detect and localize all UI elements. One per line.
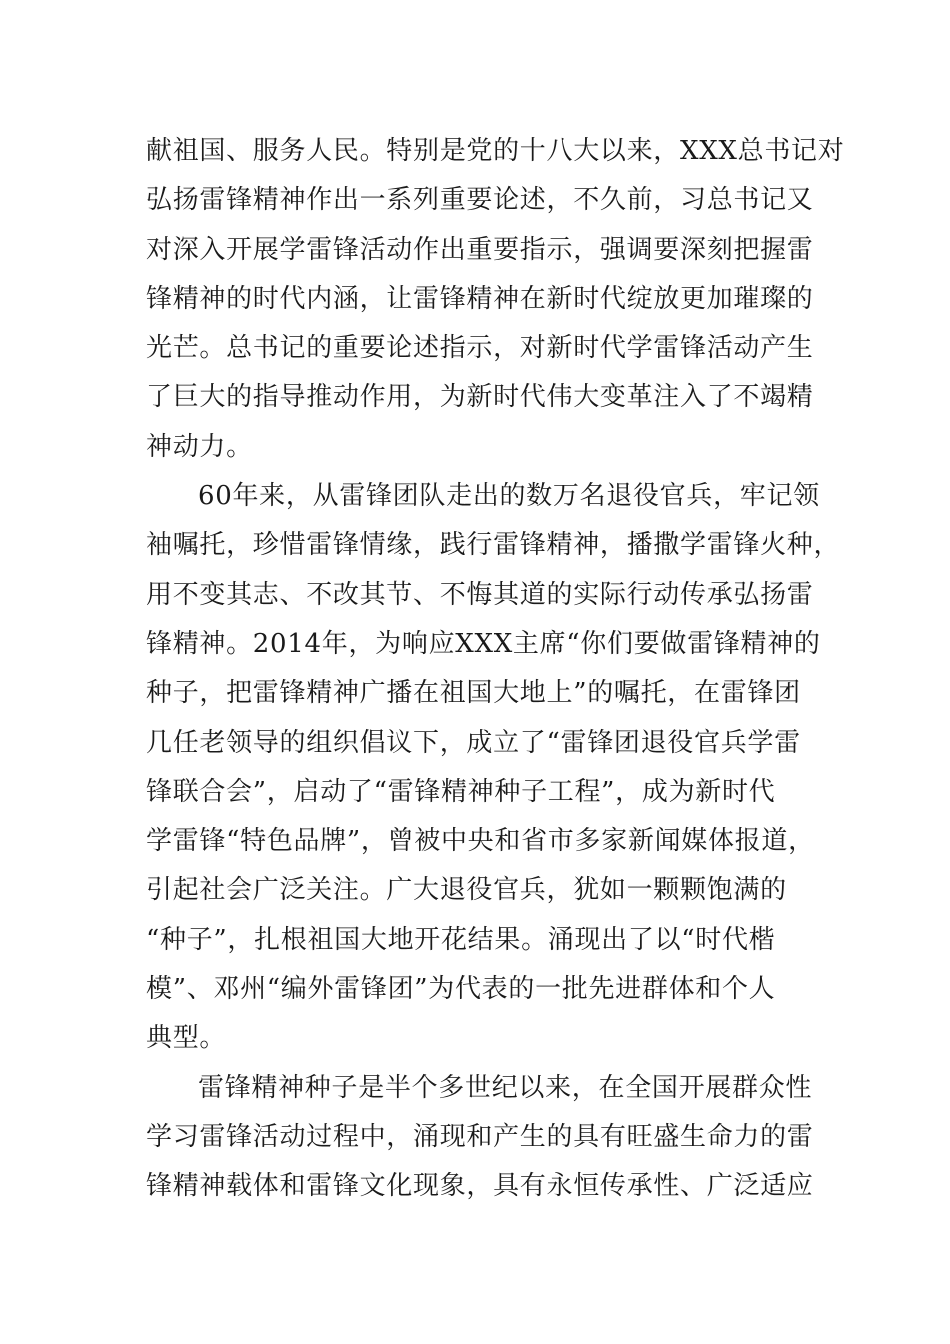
text-line: “种子”，扎根祖国大地开花结果。涌现出了以“时代楷 [146,924,776,955]
text-line: 种子，把雷锋精神广播在祖国大地上”的嘱托，在雷锋团 [146,678,801,709]
document-body [146,127,845,1212]
text-line: 学雷锋“特色品牌”，曾被中央和省市多家新闻媒体报道， [146,826,815,857]
text-line: 模”、邓州“编外雷锋团”为代表的一批先进群体和个人 [146,974,776,1005]
text-line: 献祖国、服务人民。特别是党的十八大以来，XXX总书记对 [146,136,845,166]
text-line: 引起社会广泛关注。广大退役官兵，犹如一颗颗饱满的 [146,875,787,906]
paragraph-start-line: 雷锋精神种子是半个多世纪以来，在全国开展群众性 [198,1072,813,1103]
text-line: 锋精神的时代内涵，让雷锋精神在新时代绽放更加璀璨的 [146,283,814,314]
text-line: 弘扬雷锋精神作出一系列重要论述，不久前，习总书记又 [146,185,814,216]
text-line: 锋联合会”，启动了“雷锋精神种子工程”，成为新时代 [146,776,776,807]
text-line: 用不变其志、不改其节、不悔其道的实际行动传承弘扬雷 [146,579,814,610]
text-line: 锋精神载体和雷锋文化现象，具有永恒传承性、广泛适应 [146,1171,814,1202]
paragraph-start-line: 60年来，从雷锋团队走出的数万名退役官兵，牢记领 [198,481,820,512]
text-line: 了巨大的指导推动作用，为新时代伟大变革注入了不竭精 [146,382,814,413]
text-line: 神动力。 [146,431,253,462]
text-line: 典型。 [146,1023,227,1054]
text-line: 几任老领导的组织倡议下，成立了“雷锋团退役官兵学雷 [146,727,801,758]
text-line: 对深入开展学雷锋活动作出重要指示，强调要深刻把握雷 [146,234,814,265]
text-line: 学习雷锋活动过程中，涌现和产生的具有旺盛生命力的雷 [146,1121,814,1152]
text-line: 锋精神。2014年，为响应XXX主席“你们要做雷锋精神的 [146,628,821,659]
text-line: 光芒。总书记的重要论述指示，对新时代学雷锋活动产生 [146,333,814,364]
text-line: 袖嘱托，珍惜雷锋情缘，践行雷锋精神，播撒学雷锋火种， [146,530,841,561]
